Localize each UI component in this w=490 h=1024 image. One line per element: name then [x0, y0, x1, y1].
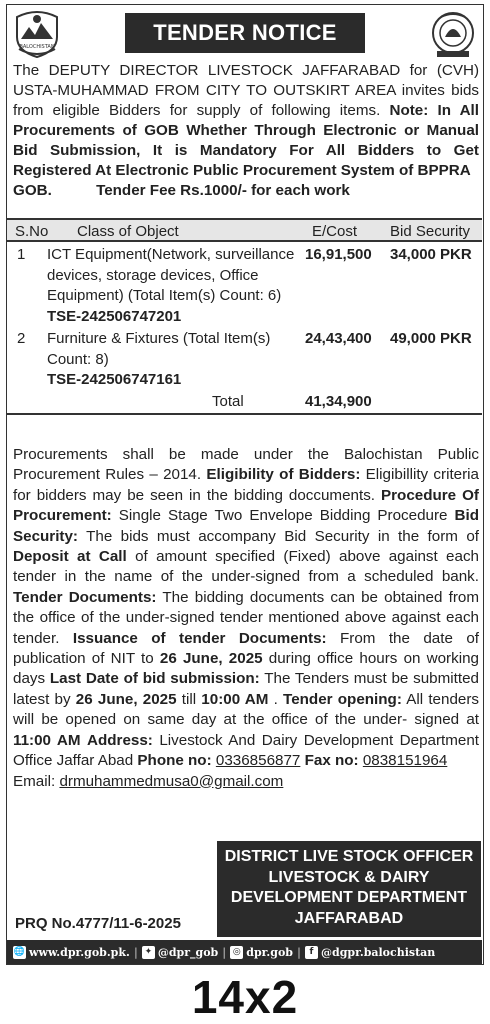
- address-text: Livestock And Dairy Development Department Office Jaffar Abad: [13, 731, 480, 770]
- tender-fee: Tender Fee Rs.1000/- for each work: [96, 182, 350, 199]
- signatory-line: DISTRICT LIVE STOCK OFFICER: [224, 848, 474, 865]
- row-description: [47, 245, 297, 327]
- signatory-line: JAFFARABAD: [294, 909, 404, 927]
- balochistan-emblem-icon: [11, 9, 63, 59]
- twitter-text: @dpr_gob: [157, 945, 219, 959]
- footer-bar: [7, 940, 482, 964]
- rules-text: Procurements shall be made under the Balochistan Public Procurement Rules – 2014.: [13, 446, 479, 484]
- gob-text: GOB.: [13, 182, 52, 199]
- row-desc-text: ICT Equipment(Network, surveillance devices, storage devices, Office Equipment) (Total Item(s) Count: 6): [47, 246, 295, 304]
- row-desc-text: Furniture & Fixtures (Total Item(s) Count: 8): [47, 330, 271, 368]
- table-row: [7, 245, 482, 327]
- last-date-text-2: till: [176, 690, 202, 708]
- total-row: [7, 391, 482, 415]
- issuance-label: Issuance of tender Documents:: [72, 629, 327, 647]
- last-date-value: 26 June, 2025: [75, 690, 177, 708]
- row-tse: TSE-242506747201: [47, 307, 182, 325]
- facebook-icon: f: [305, 946, 318, 959]
- fax-label: Fax no:: [304, 752, 359, 770]
- phone-label: Phone no:: [137, 752, 212, 770]
- row-cost: 24,43,400: [305, 330, 372, 347]
- row-sno: 2: [17, 330, 26, 347]
- signatory-line: LIVESTOCK & DAIRY: [268, 868, 430, 886]
- ad-size-label: 14x2: [191, 971, 299, 1023]
- svg-text:BALOCHISTAN: BALOCHISTAN: [19, 44, 55, 50]
- page-title: TENDER NOTICE: [125, 13, 365, 53]
- livestock-department-emblem-icon: [427, 9, 479, 59]
- intro-paragraph: [13, 61, 479, 201]
- fax-link[interactable]: 0838151964: [362, 752, 448, 770]
- bid-security-label: Bid Security:: [13, 507, 479, 545]
- row-sno: 1: [17, 246, 26, 263]
- total-value: 41,34,900: [305, 392, 372, 410]
- deposit-label: Deposit at Call: [13, 548, 127, 566]
- divider: |: [133, 945, 138, 959]
- issuance-text: From the date of publication of NIT to: [13, 629, 479, 668]
- tender-documents-text: The bidding documents can be obtained from the office of the under-signed tender mentioned above against each tender.: [13, 588, 479, 647]
- table-header: [7, 218, 482, 242]
- footer-instagram[interactable]: [230, 946, 293, 959]
- intro-text: The DEPUTY DIRECTOR LIVESTOCK JAFFARABAD for (CVH) USTA-MUHAMMAD FROM CITY TO OUTSKIRT AREA invites bids from eligible Bidders for supply of following items.: [13, 62, 479, 119]
- eligibility-text: Eligibillity criteria for bidders may be seen in the bidding doccuments.: [13, 466, 479, 504]
- instagram-icon: ◎: [230, 946, 243, 959]
- header-sno: S.No: [15, 223, 49, 240]
- header-cost: E/Cost: [312, 223, 358, 240]
- procedure-text: Single Stage Two Envelope Bidding Procedure: [111, 507, 455, 525]
- footer-website[interactable]: [13, 946, 130, 959]
- opening-time: 11:00 AM: [13, 731, 81, 749]
- row-cost: 16,91,500: [305, 246, 372, 263]
- header-class: Class of Object: [77, 223, 179, 240]
- deposit-text: of amount specified (Fixed) above against each tender in the name of the under-signed from a scheduled bank.: [13, 548, 479, 586]
- bid-security-text: The bids must accompany Bid Security in the form of: [78, 527, 479, 545]
- globe-icon: 🌐: [13, 946, 26, 957]
- issuance-date: 26 June, 2025: [159, 650, 263, 668]
- address-label: Address:: [87, 731, 153, 749]
- footer-facebook[interactable]: [305, 946, 435, 959]
- website-text: www.dpr.gob.pk.: [29, 945, 130, 959]
- last-time-value: 10:00 AM: [201, 690, 269, 708]
- row-tse: TSE-242506747161: [47, 371, 182, 388]
- prq-number: PRQ No.4777/11-6-2025: [15, 915, 181, 932]
- last-date-label: Last Date of bid submission:: [49, 670, 260, 688]
- opening-label: Tender opening:: [283, 690, 402, 708]
- last-date-text: The Tenders must be submitted latest by: [13, 670, 479, 708]
- row-security: 49,000 PKR: [390, 330, 472, 347]
- tender-notice: [6, 4, 484, 965]
- total-label: Total: [212, 392, 244, 410]
- phone-link[interactable]: 0336856877: [215, 752, 301, 770]
- email-label: Email:: [13, 772, 56, 790]
- last-date-text-3: .: [268, 690, 284, 708]
- header-security: Bid Security: [390, 223, 471, 240]
- facebook-text: @dgpr.balochistan: [321, 945, 436, 959]
- items-table: [7, 218, 482, 415]
- opening-text: All tenders will be opened on same day at the office of the under- signed at: [13, 690, 479, 729]
- fee-line: [13, 181, 479, 201]
- divider: |: [222, 945, 227, 959]
- procedure-label: Procedure Of Procurement:: [13, 486, 479, 525]
- signatory-line: DEVELOPMENT DEPARTMENT: [230, 889, 468, 906]
- terms-paragraph: [13, 445, 479, 792]
- divider: |: [296, 945, 301, 959]
- intro-note: Note: In All Procurements of GOB Whether Through Electronic or Manual Bid Submission, It is Mandatory For All Bidders to Get Registered At Electronic Public Procurement System of BPPRA: [13, 102, 479, 179]
- eligibility-label: Eligibility of Bidders:: [206, 466, 361, 484]
- twitter-icon: ✦: [142, 946, 155, 959]
- footer-twitter[interactable]: [142, 946, 218, 959]
- table-row: [7, 329, 482, 391]
- instagram-text: dpr.gob: [246, 945, 293, 959]
- row-description: [47, 329, 297, 391]
- tender-documents-label: Tender Documents:: [13, 588, 157, 606]
- signatory-box: [217, 841, 481, 937]
- row-security: 34,000 PKR: [390, 246, 472, 263]
- email-link[interactable]: drmuhammedmusa0@gmail.com: [59, 772, 284, 790]
- issuance-text-2: during office hours on working days: [13, 650, 479, 688]
